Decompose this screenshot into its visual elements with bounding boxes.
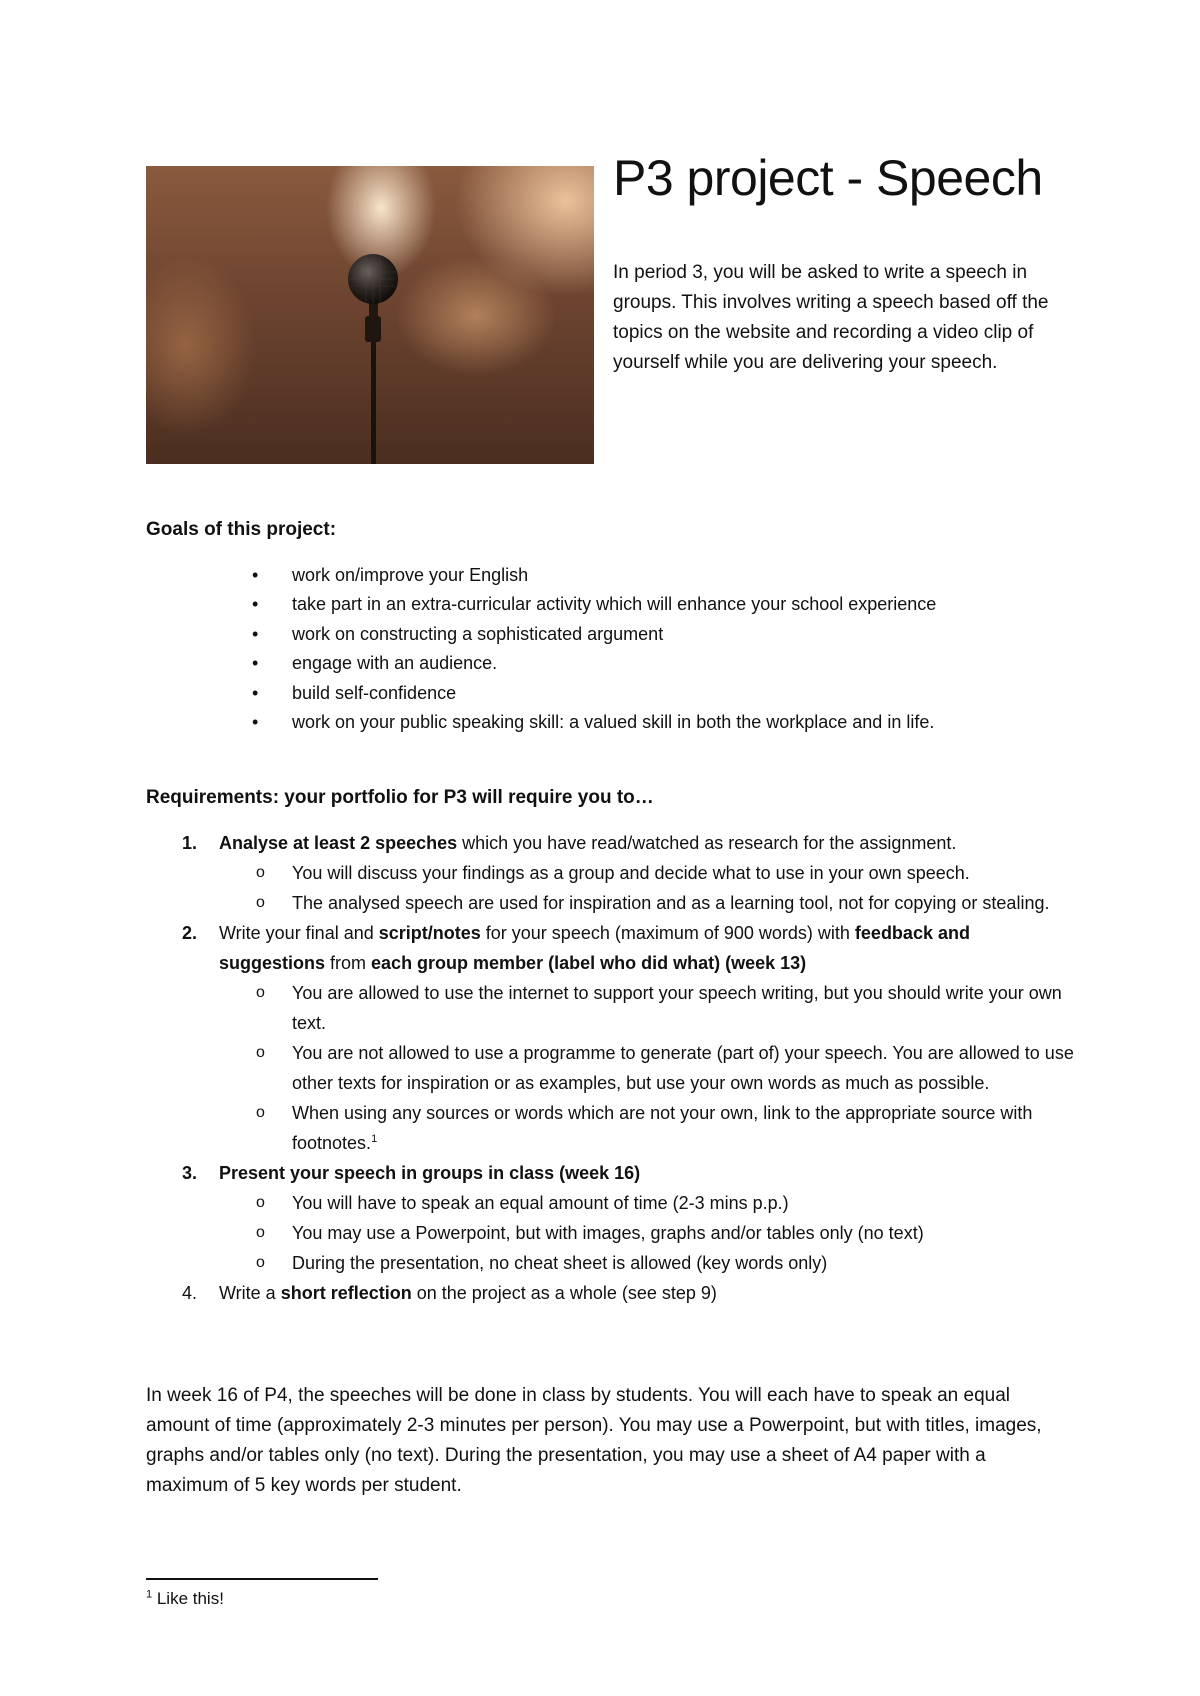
item-number: 2. <box>182 923 198 943</box>
sub-list <box>219 858 1076 918</box>
footnote-text: Like this! <box>152 1589 224 1608</box>
footnote <box>146 1586 224 1612</box>
goal-item: • work on constructing a sophisticated argument <box>146 620 1106 649</box>
requirement-item-2 <box>146 918 1076 1158</box>
requirement-bold: each group member (label who did what) (week 13) <box>371 953 807 973</box>
sub-list <box>219 978 1076 1158</box>
item-number: 3. <box>182 1163 198 1183</box>
sub-item: o You may use a Powerpoint, but with images, graphs and/or tables only (no text) <box>219 1218 1076 1248</box>
requirement-bold: script/notes <box>378 923 481 943</box>
requirement-text: Write a <box>219 1283 281 1303</box>
sub-item-text: When using any sources or words which are not your own, link to the appropriate source with footnotes. <box>292 1103 1033 1153</box>
intro-paragraph: In period 3, you will be asked to write a speech in groups. This involves writing a speech based off the topics on the website and recording a video clip of yourself while you are delivering your speech. <box>613 262 1049 373</box>
sub-item <box>219 1098 1076 1158</box>
requirement-text: from <box>325 953 372 973</box>
sub-item: o You will discuss your findings as a group and decide what to use in your own speech. <box>219 858 1076 888</box>
requirement-bold: feedback and suggestions <box>219 923 970 973</box>
goal-item: • work on/improve your English <box>146 561 1106 590</box>
goal-item: • build self-confidence <box>146 679 1106 708</box>
page-title: P3 project - Speech <box>613 150 1043 206</box>
goals-list <box>146 561 1106 737</box>
item-number: 1. <box>182 833 198 853</box>
goal-item: • work on your public speaking skill: a valued skill in both the workplace and in life. <box>146 708 1106 737</box>
requirement-item-3 <box>146 1158 1076 1278</box>
requirement-item-4 <box>146 1278 1076 1308</box>
footnote-divider <box>146 1578 378 1580</box>
goals-heading: Goals of this project: <box>146 519 337 540</box>
requirement-bold: Present your speech in groups in class (week 16) <box>219 1163 641 1183</box>
microphone-photo <box>146 166 594 464</box>
goal-item: • engage with an audience. <box>146 649 1106 678</box>
item-number: 4. <box>182 1283 198 1303</box>
sub-list <box>219 1188 1076 1278</box>
closing-paragraph: In week 16 of P4, the speeches will be done in class by students. You will each have to speak an equal amount of time (approximately 2-3 minutes per person). You may use a Powerpoint, but with titles, images, graphs and/or tables only (no text). During the presentation, you may use a sheet of A4 paper with a maximum of 5 key words per student. <box>146 1385 1042 1496</box>
sub-item: o You are allowed to use the internet to support your speech writing, but you should write your own text. <box>219 978 1076 1038</box>
sub-item: o The analysed speech are used for inspiration and as a learning tool, not for copying or stealing. <box>219 888 1076 918</box>
sub-item: o You are not allowed to use a programme to generate (part of) your speech. You are allowed to use other texts for inspiration or as examples, but use your own words as much as possible. <box>219 1038 1076 1098</box>
requirement-bold: Analyse at least 2 speeches <box>219 833 458 853</box>
requirement-item-1 <box>146 828 1076 918</box>
sub-item: o You will have to speak an equal amount of time (2-3 mins p.p.) <box>219 1188 1076 1218</box>
requirements-list <box>146 828 1076 1308</box>
goal-item: • take part in an extra-curricular activity which will enhance your school experience <box>146 590 1106 619</box>
requirement-text: which you have read/watched as research for the assignment. <box>457 833 957 853</box>
footnote-number: 1 <box>146 1588 153 1601</box>
requirement-text: on the project as a whole (see step 9) <box>411 1283 717 1303</box>
microphone-icon <box>146 166 594 464</box>
sub-item: o During the presentation, no cheat sheet is allowed (key words only) <box>219 1248 1076 1278</box>
requirement-text: Write your final and <box>219 923 379 943</box>
requirements-heading: Requirements: your portfolio for P3 will require you to… <box>146 787 654 808</box>
requirement-text: for your speech (maximum of 900 words) with <box>480 923 855 943</box>
footnote-ref[interactable]: 1 <box>371 1133 378 1145</box>
requirement-bold: short reflection <box>280 1283 412 1303</box>
